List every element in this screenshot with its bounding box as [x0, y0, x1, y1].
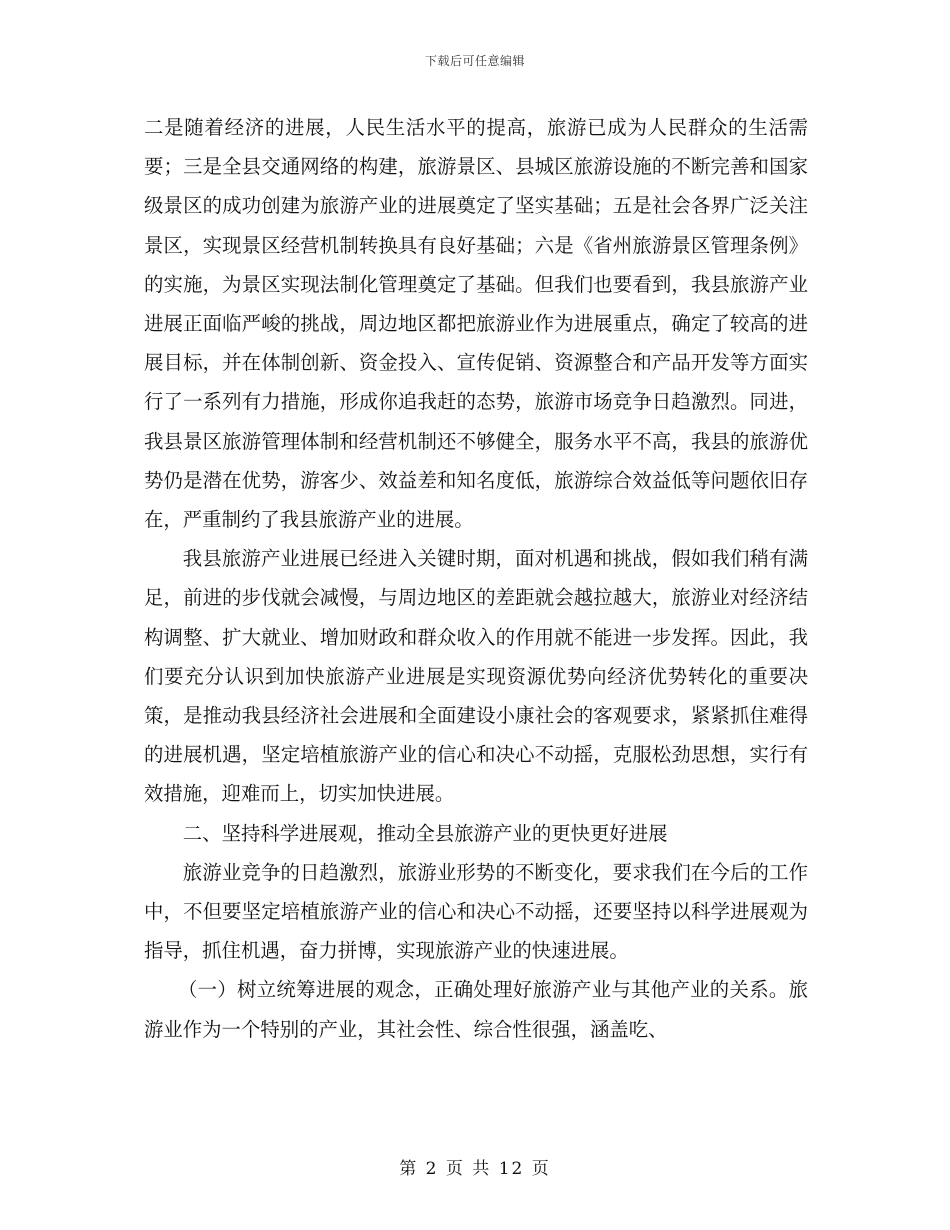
paragraph: 我县旅游产业进展已经进入关键时期，面对机遇和挑战，假如我们稍有满足，前进的步伐就会减慢，与周边地区的差距就会越拉越大，旅游业对经济结构调整、扩大就业、增加财政和群众收入的作用就不能进一步发挥。因此，我们要充分认识到加快旅游产业进展是实现资源优势向经济优势转化的重要决策，是推动我县经济社会进展和全面建设小康社会的客观要求，紧紧抓住难得的进展机遇，坚定培植旅游产业的信心和决心不动摇，克服松劲思想，实行有效措施，迎难而上，切实加快进展。	[144, 547, 808, 806]
page-footer: 第 2 页 共 12 页	[399, 1159, 551, 1179]
section-heading: 二、坚持科学进展观，推动全县旅游产业的更快更好进展	[182, 821, 668, 845]
subsection-paragraph: （一）树立统筹进展的观念，正确处理好旅游产业与其他产业的关系。旅游业作为一个特别的产业，其社会性、综合性很强，涵盖吃、	[144, 978, 808, 1041]
paragraph: 旅游业竞争的日趋激烈，旅游业形势的不断变化，要求我们在今后的工作中，不但要坚定培植旅游产业的信心和决心不动摇，还要坚持以科学进展观为指导，抓住机遇，奋力拼博，实现旅游产业的快速进展。	[144, 860, 808, 963]
page-header: 下载后可任意编辑	[424, 54, 525, 68]
document-body	[144, 108, 808, 1049]
paragraph-continued: 二是随着经济的进展，人民生活水平的提高，旅游已成为人民群众的生活需要；三是全县交通网络的构建，旅游景区、县城区旅游设施的不断完善和国家级景区的成功创建为旅游产业的进展奠定了坚实基础；五是社会各界广泛关注景区，实现景区经营机制转换具有良好基础；六是《省州旅游景区管理条例》的实施，为景区实现法制化管理奠定了基础。但我们也要看到，我县旅游产业进展正面临严峻的挑战，周边地区都把旅游业作为进展重点，确定了较高的进展目标，并在体制创新、资金投入、宣传促销、资源整合和产品开发等方面实行了一系列有力措施，形成你追我赶的态势，旅游市场竞争日趋激烈。同进，我县景区旅游管理体制和经营机制还不够健全，服务水平不高，我县的旅游优势仍是潜在优势，游客少、效益差和知名度低，旅游综合效益低等问题依旧存在，严重制约了我县旅游产业的进展。	[144, 116, 808, 532]
